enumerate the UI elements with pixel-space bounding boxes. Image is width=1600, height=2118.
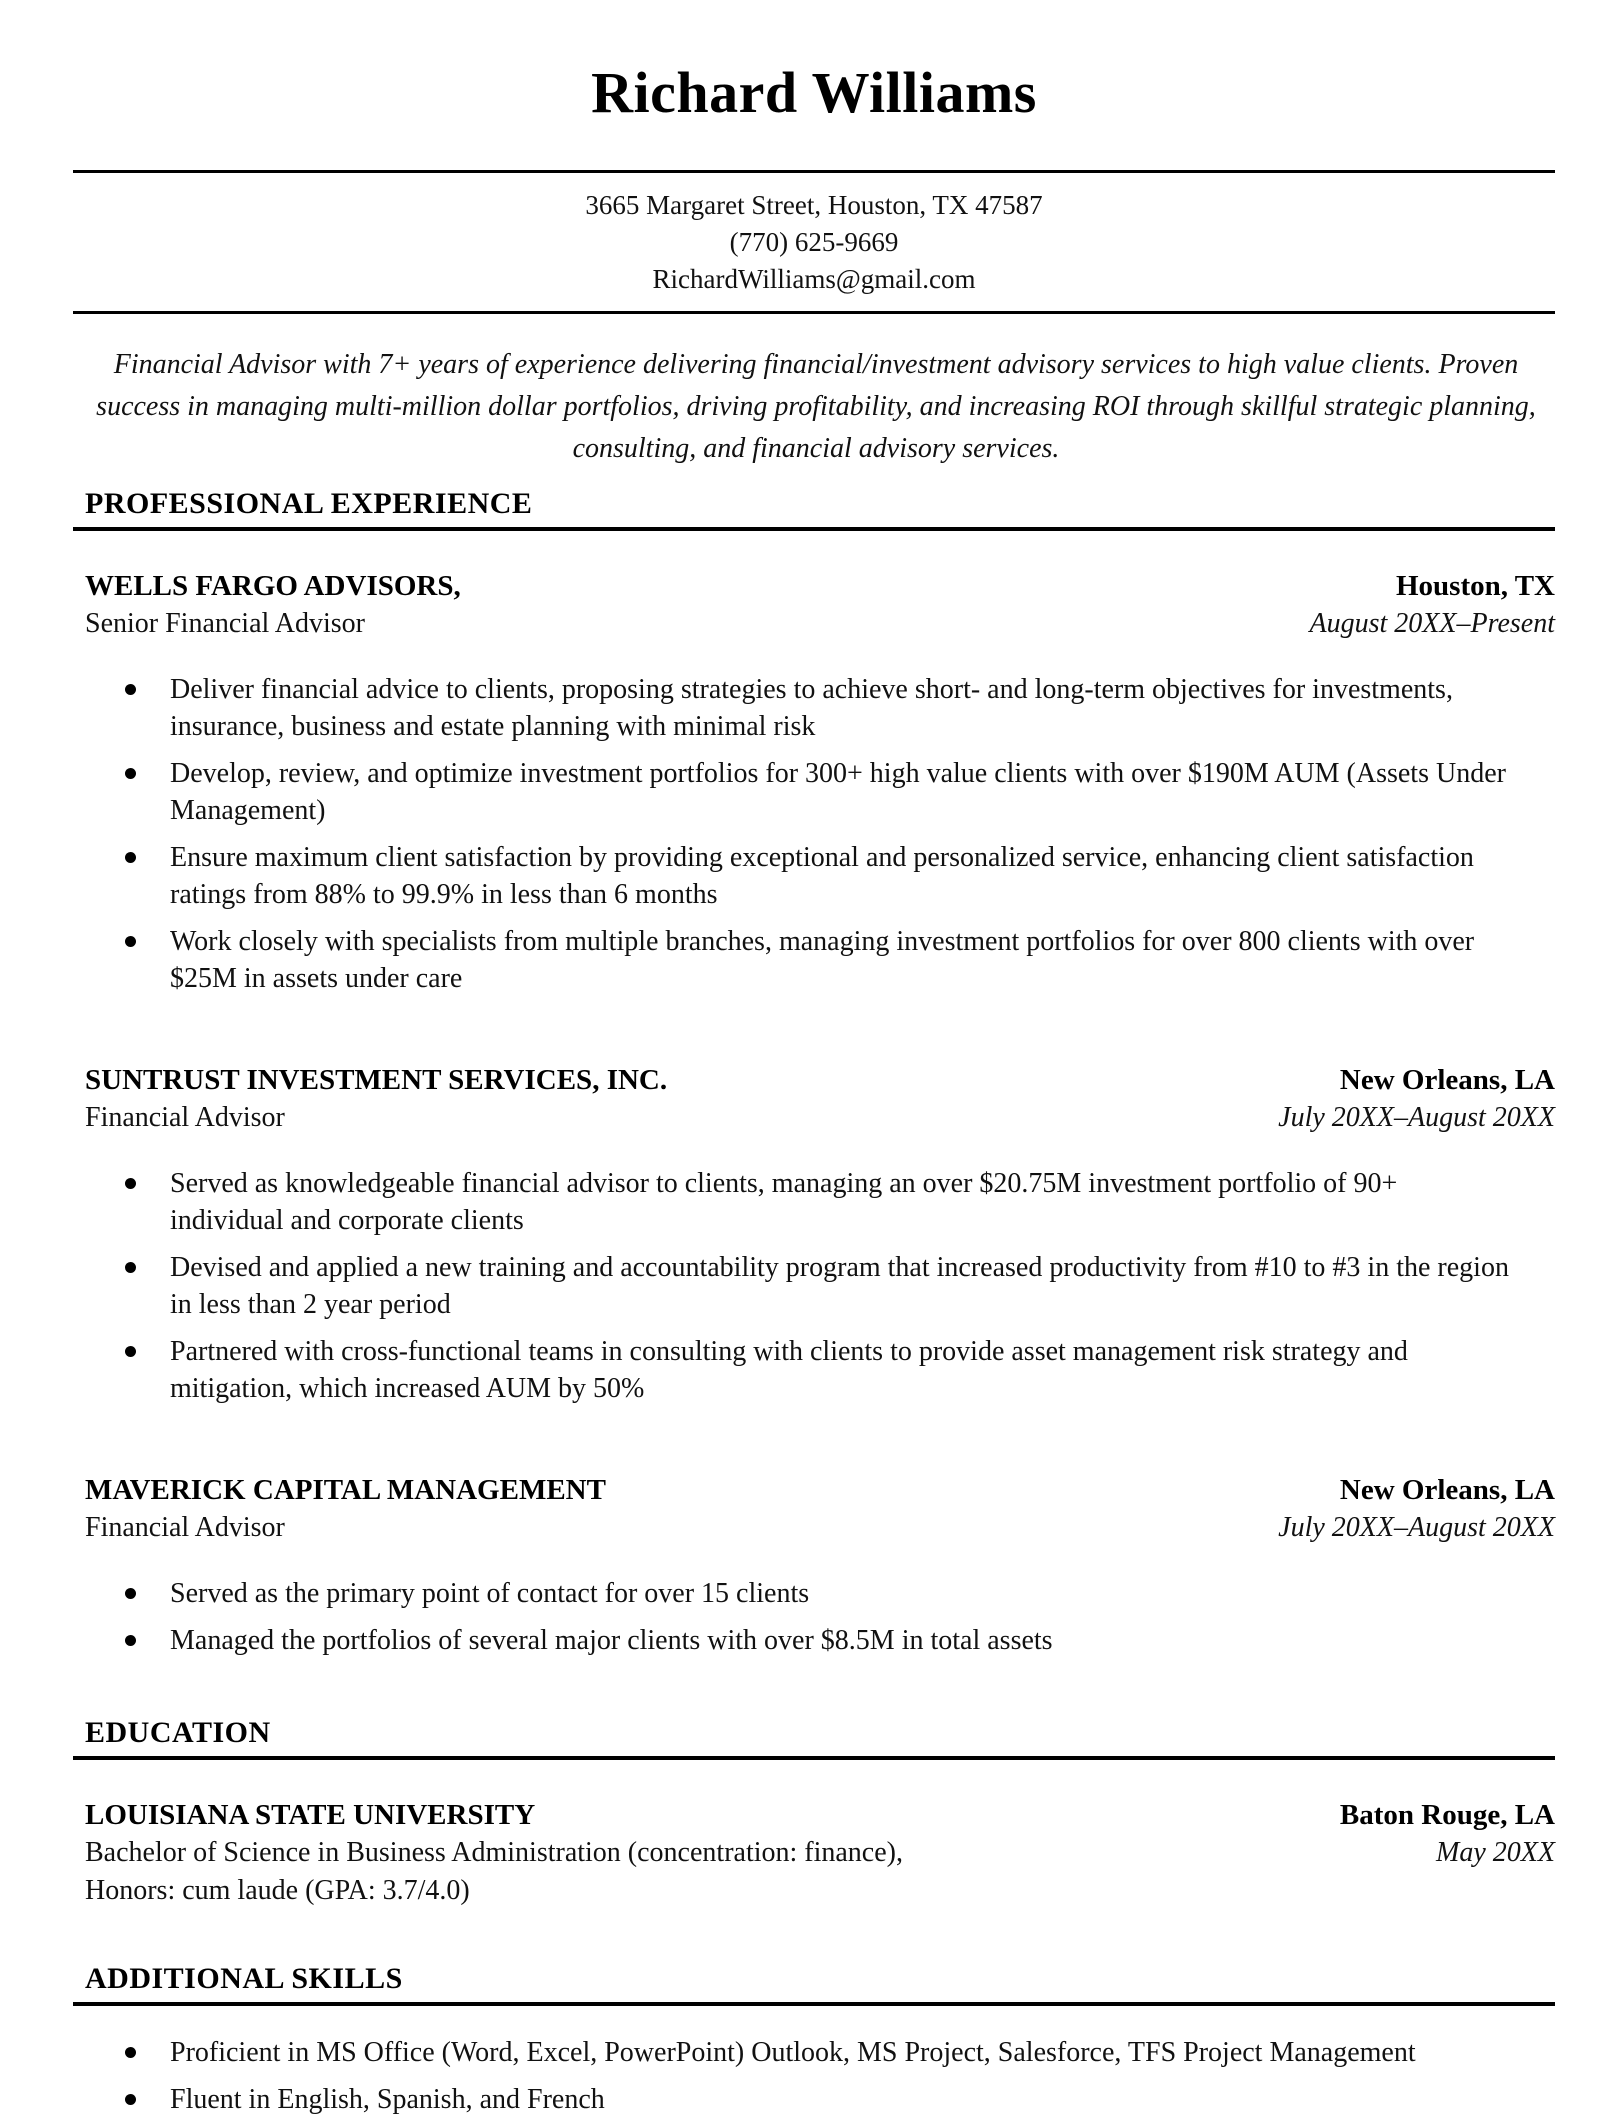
job-header-row bbox=[73, 1061, 1555, 1099]
contact-email: RichardWilliams@gmail.com bbox=[652, 264, 976, 294]
job-entry-suntrust bbox=[73, 1061, 1555, 1407]
job-role: Financial Advisor bbox=[85, 1512, 285, 1543]
education-dates: May 20XX bbox=[1436, 1837, 1555, 1868]
job-bullet: Ensure maximum client satisfaction by providing exceptional and personalized service, enhancing client satisfaction ratings from 88% to 99.9% in less than 6 months bbox=[73, 839, 1515, 913]
job-dates: July 20XX–August 20XX bbox=[1278, 1102, 1555, 1133]
job-bullet-list bbox=[73, 1575, 1555, 1659]
job-dates: July 20XX–August 20XX bbox=[1278, 1512, 1555, 1543]
job-bullet: Served as the primary point of contact for over 15 clients bbox=[73, 1575, 1515, 1612]
skills-bullet-list bbox=[73, 2034, 1555, 2118]
job-role: Senior Financial Advisor bbox=[85, 608, 365, 639]
section-heading-skills: ADDITIONAL SKILLS bbox=[73, 1961, 1555, 2006]
job-company: SUNTRUST INVESTMENT SERVICES, INC. bbox=[85, 1064, 668, 1096]
job-subheader-row bbox=[73, 605, 1555, 643]
job-bullet-list bbox=[73, 1165, 1555, 1407]
job-subheader-row bbox=[73, 1099, 1555, 1137]
job-bullet: Devised and applied a new training and accountability program that increased productivity from #10 to #3 in the region in less than 2 year period bbox=[73, 1249, 1515, 1323]
education-location: Baton Rouge, LA bbox=[1339, 1799, 1555, 1831]
section-heading-experience: PROFESSIONAL EXPERIENCE bbox=[73, 486, 1555, 531]
skill-bullet: Fluent in English, Spanish, and French bbox=[73, 2081, 1515, 2118]
job-bullet: Deliver financial advice to clients, proposing strategies to achieve short- and long-term objectives for investments, insurance, business and estate planning with minimal risk bbox=[73, 671, 1515, 745]
job-entry-wells-fargo bbox=[73, 567, 1555, 997]
education-entry bbox=[73, 1796, 1555, 1909]
education-degree: Bachelor of Science in Business Administration (concentration: finance), bbox=[85, 1837, 903, 1868]
job-header-row bbox=[73, 1471, 1555, 1509]
contact-block bbox=[73, 173, 1555, 311]
skill-bullet: Proficient in MS Office (Word, Excel, PowerPoint) Outlook, MS Project, Salesforce, TFS Project Management bbox=[73, 2034, 1515, 2071]
job-dates: August 20XX–Present bbox=[1309, 608, 1555, 639]
education-honors: Honors: cum laude (GPA: 3.7/4.0) bbox=[85, 1875, 470, 1906]
job-bullet: Managed the portfolios of several major clients with over $8.5M in total assets bbox=[73, 1622, 1515, 1659]
education-school: LOUISIANA STATE UNIVERSITY bbox=[85, 1799, 536, 1831]
job-bullet: Partnered with cross-functional teams in consulting with clients to provide asset management risk strategy and mitigation, which increased AUM by 50% bbox=[73, 1333, 1515, 1407]
job-location: New Orleans, LA bbox=[1339, 1064, 1555, 1096]
job-role: Financial Advisor bbox=[85, 1102, 285, 1133]
job-location: New Orleans, LA bbox=[1339, 1474, 1555, 1506]
job-bullet: Served as knowledgeable financial advisor to clients, managing an over $20.75M investment portfolio of 90+ individual and corporate clients bbox=[73, 1165, 1515, 1239]
contact-address: 3665 Margaret Street, Houston, TX 47587 bbox=[585, 190, 1043, 220]
job-subheader-row bbox=[73, 1509, 1555, 1547]
job-location: Houston, TX bbox=[1395, 570, 1555, 602]
candidate-name: Richard Williams bbox=[591, 60, 1037, 125]
job-bullet: Work closely with specialists from multiple branches, managing investment portfolios for over 800 clients with over $25M in assets under care bbox=[73, 923, 1515, 997]
job-header-row bbox=[73, 567, 1555, 605]
job-bullet-list bbox=[73, 671, 1555, 997]
job-bullet: Develop, review, and optimize investment portfolios for 300+ high value clients with over $190M AUM (Assets Under Management) bbox=[73, 755, 1515, 829]
job-entry-maverick bbox=[73, 1471, 1555, 1659]
header-bottom-rule bbox=[73, 311, 1555, 314]
education-header-row bbox=[73, 1796, 1555, 1834]
job-company: WELLS FARGO ADVISORS, bbox=[85, 570, 461, 602]
section-heading-education: EDUCATION bbox=[73, 1715, 1555, 1760]
education-subheader-row bbox=[73, 1834, 1555, 1872]
contact-phone: (770) 625-9669 bbox=[729, 227, 899, 257]
professional-summary: Financial Advisor with 7+ years of experience delivering financial/investment advisory services to high value clients. Proven success in managing multi-million dollar portfolios, driving profitability, and increasing ROI through skillful strategic planning, consulting, and financial advisory services. bbox=[96, 349, 1536, 464]
job-company: MAVERICK CAPITAL MANAGEMENT bbox=[85, 1474, 606, 1506]
